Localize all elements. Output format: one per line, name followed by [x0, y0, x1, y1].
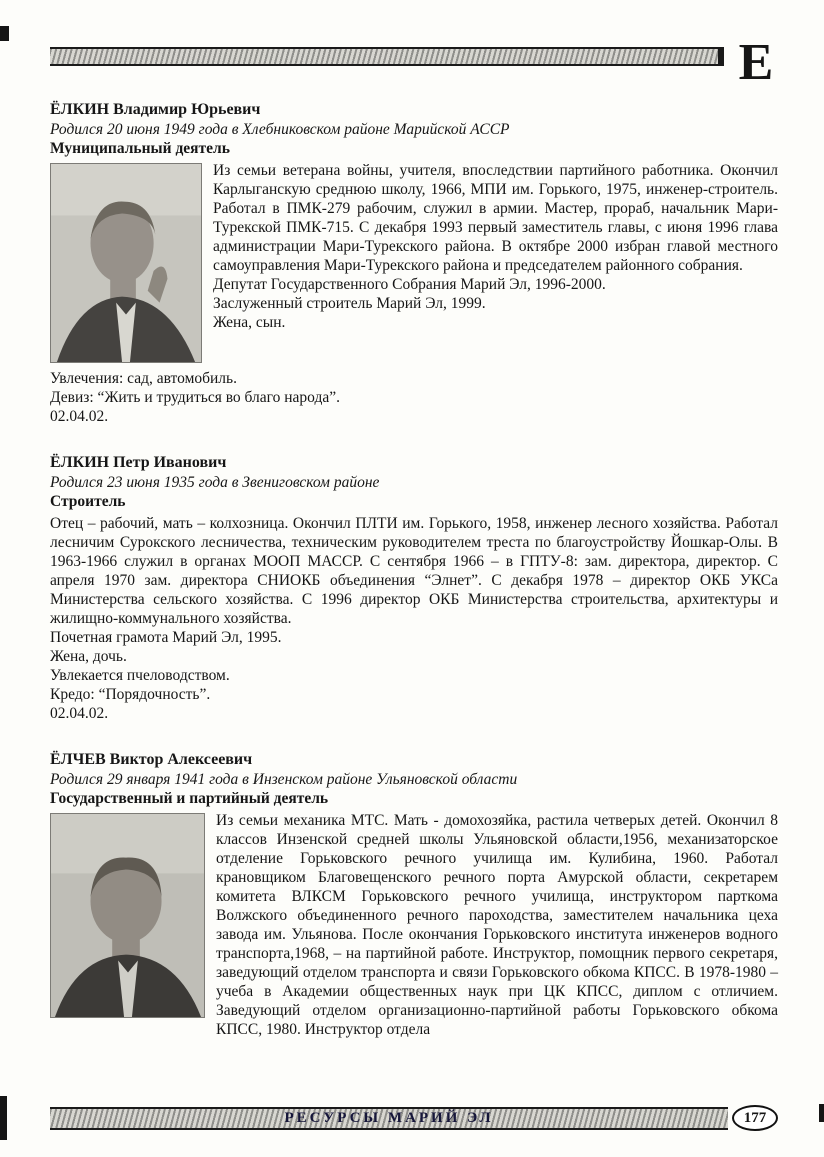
bio-paragraph: Отец – рабочий, мать – колхозница. Окончил ПЛТИ им. Горького, 1958, инженер лесного хозяйства. Работал лесничим Сурокского лесничества, техническим руководителем треста по благоустройству Йошкар-Олы. В 1963-1966 служил в органах МООП МАССР. С сентября 1966 – в ГПТУ-8: зам. директора, директор. С апреля 1970 зам. директора СНИОКБ объединения “Элнет”. С декабря 1978 – директор ОКБ УКСа Министерства сельского хозяйства. С 1996 директор ОКБ Министерства строительства, архитектуры и жилищно-коммунального хозяйства.	[50, 514, 778, 627]
bio-paragraph: 02.04.02.	[50, 704, 109, 722]
bio-paragraph: Кредо: “Порядочность”.	[50, 685, 211, 703]
person-name: ЁЛЧЕВ Виктор Алексеевич	[50, 750, 253, 768]
scan-artifact	[0, 26, 9, 41]
page-footer	[50, 1105, 778, 1131]
birth-line: Родился 20 июня 1949 года в Хлебниковском районе Марийской АССР	[50, 120, 510, 138]
bio-body	[50, 811, 778, 1039]
bio-paragraph: Из семьи ветерана войны, учителя, впоследствии партийного работника. Окончил Карлыганскую среднюю школу, 1966, МПИ им. Горького, 1975, инженер-строитель. Работал в ПМК-279 рабочим, служил в армии. Мастер, прораб, начальник Мари-Турекской ПМК-715. С декабря 1993 первый заместитель главы, с июня 1996 глава администрации Мари-Турекского района. В октябре 2000 избран главой местного самоуправления Мари-Турекского района и председателем районного собрания.	[213, 161, 778, 274]
bio-paragraph: Жена, дочь.	[50, 647, 127, 665]
portrait-photo	[50, 163, 202, 363]
page-number-badge: 177	[732, 1105, 778, 1131]
section-letter: Е	[738, 34, 774, 91]
bio-paragraph: 02.04.02.	[50, 407, 109, 425]
bio-body	[50, 161, 778, 426]
footer-title: РЕСУРСЫ МАРИЙ ЭЛ	[284, 1110, 494, 1126]
person-name: ЁЛКИН Петр Иванович	[50, 453, 227, 471]
bio-body	[50, 514, 778, 723]
bio-paragraph: Депутат Государственного Собрания Марий Эл, 1996-2000.	[213, 275, 606, 293]
bio-entry-elkin-petr	[50, 453, 778, 723]
occupation-line: Строитель	[50, 492, 126, 510]
page-header-bar	[50, 47, 724, 66]
bio-entry-elkin-vladimir	[50, 100, 778, 426]
portrait-silhouette	[51, 814, 204, 1017]
scan-artifact	[0, 1096, 7, 1140]
bio-entry-elchev-viktor	[50, 750, 778, 1039]
portrait-photo	[50, 813, 205, 1018]
bio-paragraph: Из семьи механика МТС. Мать - домохозяйка, растила четверых детей. Окончил 8 классов Инзенской средней школы Ульяновской области,1956, механизаторское отделение Горьковского речного училища им. Кулибина, 1960. Работал крановщиком Благовещенского речного порта Амурской области, секретарем комитета ВЛКСМ Горьковского речного училища, инструктором парткома Волжского объединенного речного пароходства, заместителем начальника цеха завода им. Ульянова. После окончания Горьковского института инженеров водного транспорта,1968, – на партийной работе. Инструктор, помощник первого секретаря, заведующий отделом транспорта и связи Горьковского обкома КПСС. В 1978-1980 – учеба в Академии общественных наук при ЦК КПСС, диплом с отличием. Заведующий отделом организационно-партийной работы Горьковского обкома КПСС, 1980. Инструктор отдела	[216, 811, 778, 1038]
person-name: ЁЛКИН Владимир Юрьевич	[50, 100, 261, 118]
bio-paragraph: Увлечения: сад, автомобиль.	[50, 369, 237, 387]
occupation-line: Муниципальный деятель	[50, 139, 230, 157]
bio-paragraph: Девиз: “Жить и трудиться во благо народа”.	[50, 388, 340, 406]
bio-paragraph: Почетная грамота Марий Эл, 1995.	[50, 628, 282, 646]
scan-artifact	[819, 1104, 824, 1122]
portrait-silhouette	[51, 164, 201, 362]
birth-line: Родился 29 января 1941 года в Инзенском районе Ульяновской области	[50, 770, 518, 788]
page-header	[50, 34, 778, 91]
bio-paragraph: Увлекается пчеловодством.	[50, 666, 230, 684]
occupation-line: Государственный и партийный деятель	[50, 789, 329, 807]
footer-bar	[50, 1107, 728, 1130]
bio-paragraph: Жена, сын.	[213, 313, 286, 331]
birth-line: Родился 23 июня 1935 года в Звениговском районе	[50, 473, 380, 491]
bio-paragraph: Заслуженный строитель Марий Эл, 1999.	[213, 294, 486, 312]
